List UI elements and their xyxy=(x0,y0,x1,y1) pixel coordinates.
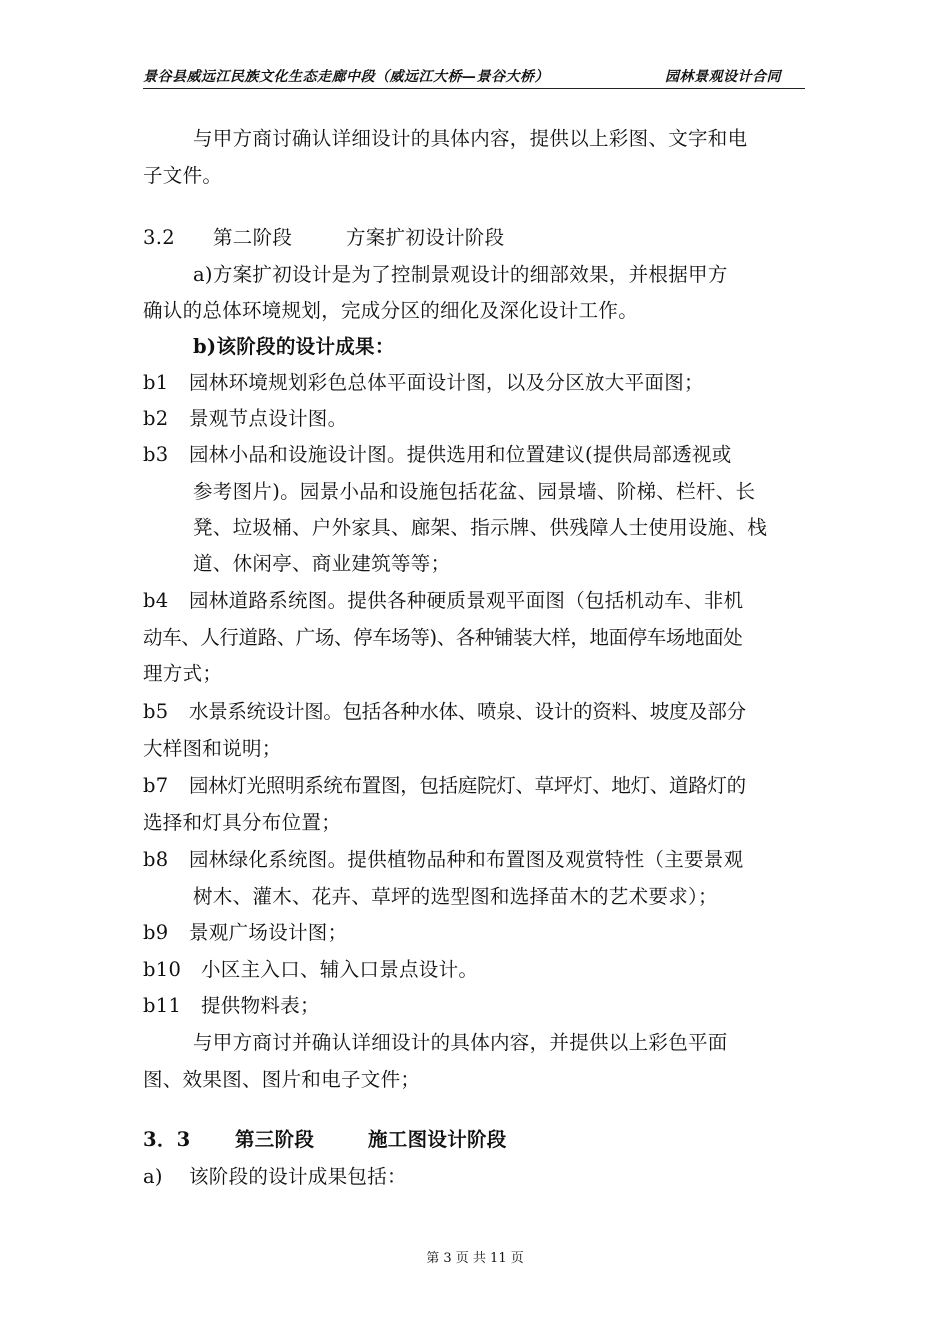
section-title: 方案扩初设计阶段 xyxy=(346,226,505,249)
paragraph-line: 理方式； xyxy=(143,662,223,685)
list-label: b9 xyxy=(143,921,169,944)
header-project-title: 景谷县威远江民族文化生态走廊中段（威远江大桥—景谷大桥） xyxy=(143,69,549,85)
section-stage: 第二阶段 xyxy=(213,226,293,249)
list-label: b8 xyxy=(143,848,169,871)
section-heading-3-3 xyxy=(143,1127,808,1153)
paragraph-line: 与甲方商讨确认详细设计的具体内容，提供以上彩图、文字和电 xyxy=(193,127,748,150)
list-item xyxy=(143,773,808,799)
section-number: 3．3 xyxy=(143,1128,191,1151)
paragraph-line: 子文件。 xyxy=(143,164,223,187)
list-text: 水景系统设计图。包括各种水体、喷泉、设计的资料、坡度及部分 xyxy=(189,700,746,723)
paragraph-line: 确认的总体环境规划，完成分区的细化及深化设计工作。 xyxy=(143,299,639,322)
list-text: 提供物料表； xyxy=(201,994,320,1017)
list-text: 小区主入口、辅入口景点设计。 xyxy=(201,958,479,981)
list-text: 园林绿化系统图。提供植物品种和布置图及观赏特性（主要景观 xyxy=(189,848,744,871)
list-label: b4 xyxy=(143,589,169,612)
list-text: 该阶段的设计成果包括： xyxy=(189,1165,407,1188)
section-number: 3.2 xyxy=(143,226,175,249)
page-header xyxy=(143,66,805,89)
list-label: b3 xyxy=(143,443,169,466)
section-title: 施工图设计阶段 xyxy=(368,1128,507,1151)
list-item xyxy=(143,920,808,946)
list-text: 园林灯光照明系统布置图，包括庭院灯、草坪灯、地灯、道路灯的 xyxy=(189,774,746,797)
list-text: 园林小品和设施设计图。提供选用和位置建议(提供局部透视或 xyxy=(189,443,732,466)
list-label: b7 xyxy=(143,774,169,797)
list-item-continuation: 道、休闲亭、商业建筑等等； xyxy=(193,552,451,575)
list-label: b5 xyxy=(143,700,169,723)
list-text: 景观广场设计图； xyxy=(189,921,348,944)
list-item xyxy=(143,370,808,396)
list-label: b2 xyxy=(143,407,169,430)
list-item xyxy=(143,993,808,1019)
page-number-footer: 第 3 页 共 11 页 xyxy=(426,1251,524,1266)
subheading: b)该阶段的设计成果： xyxy=(193,335,395,358)
paragraph-line: 选择和灯具分布位置； xyxy=(143,811,342,834)
list-label: b10 xyxy=(143,958,182,981)
list-item xyxy=(143,588,808,614)
list-text: 景观节点设计图。 xyxy=(189,407,348,430)
list-item-continuation: 参考图片)。园景小品和设施包括花盆、园景墙、阶梯、栏杆、长 xyxy=(193,480,756,503)
section-heading-3-2 xyxy=(143,225,808,251)
header-contract-title: 园林景观设计合同 xyxy=(665,69,781,85)
paragraph-line: 与甲方商讨并确认详细设计的具体内容，并提供以上彩色平面 xyxy=(193,1031,728,1054)
paragraph-line: a)方案扩初设计是为了控制景观设计的细部效果，并根据甲方 xyxy=(193,263,728,286)
section-stage: 第三阶段 xyxy=(235,1128,315,1151)
list-label: a) xyxy=(143,1165,163,1188)
list-label: b11 xyxy=(143,994,182,1017)
list-item xyxy=(143,699,808,725)
paragraph-line: 大样图和说明； xyxy=(143,737,282,760)
list-item-continuation: 凳、垃圾桶、户外家具、廊架、指示牌、供残障人士使用设施、栈 xyxy=(193,516,768,539)
list-item xyxy=(143,1164,808,1190)
paragraph-line: 图、效果图、图片和电子文件； xyxy=(143,1068,421,1091)
list-label: b1 xyxy=(143,371,169,394)
list-text: 园林环境规划彩色总体平面设计图，以及分区放大平面图； xyxy=(189,371,704,394)
list-text: 园林道路系统图。提供各种硬质景观平面图（包括机动车、非机 xyxy=(189,589,744,612)
list-item xyxy=(143,406,808,432)
list-item-continuation: 树木、灌木、花卉、草坪的选型图和选择苗木的艺术要求）； xyxy=(193,885,718,908)
paragraph-line: 动车、人行道路、广场、停车场等)、各种铺装大样，地面停车场地面处 xyxy=(143,626,743,649)
list-item xyxy=(143,847,808,873)
list-item xyxy=(143,442,808,468)
list-item xyxy=(143,957,808,983)
